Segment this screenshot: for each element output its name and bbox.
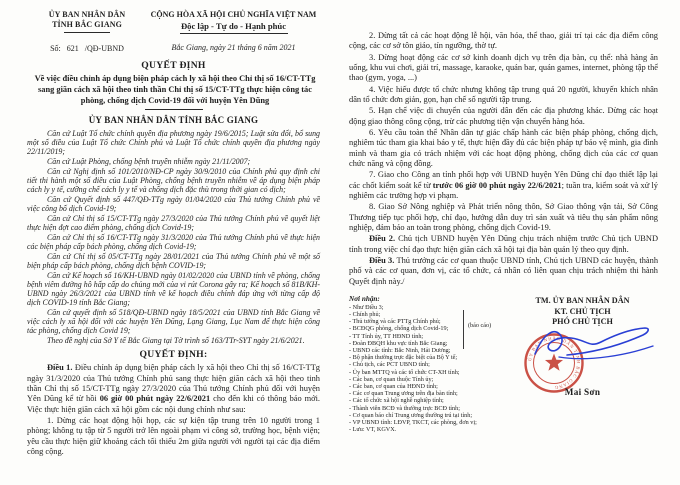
body-paragraph: 5. Hạn chế việc di chuyển của người dân đến các địa phương khác. Dừng các hoạt động giao thông công cộng, trừ các phương tiện vận chuyển hàng hóa.	[349, 106, 658, 126]
handwritten-signature	[529, 324, 657, 364]
recipient-item: - Đoàn ĐBQH khu vực tỉnh Bắc Giang;	[349, 339, 448, 347]
recital-paragraph: Căn cứ Luật Tổ chức chính quyền địa phương ngày 19/6/2015; Luật sửa đổi, bổ sung một số điều của Luật Tổ chức Chính phủ và Luật Tổ chức chính quyền địa phương ngày 22/11/2019;	[27, 129, 320, 157]
signature-block	[507, 295, 658, 433]
svg-text:ỦY BAN NHÂN DÂN TỈNH BẮC GIANG: ỦY BAN NHÂN DÂN TỈNH BẮC GIANG	[527, 335, 582, 390]
signer-name: Mai Sơn	[564, 386, 601, 397]
decision-title: QUYẾT ĐỊNH	[141, 60, 206, 71]
recital-paragraph: Theo đề nghị của Sở Y tế Bắc Giang tại Tờ trình số 163/TTr-SYT ngày 21/6/2021.	[47, 336, 305, 346]
body-paragraph: 3. Dừng hoạt động các cơ sở kinh doanh dịch vụ trên địa bàn, cụ thể: nhà hàng ăn uống, khu vui chơi, giải trí, massage, karaoke, quán bar, quán games, internet, phòng tập thể thao (gym, yoga, ...)	[349, 52, 658, 83]
issuing-org-line2: TỈNH BẮC GIANG	[52, 20, 122, 29]
recipient-item: - Các cơ quan Trung ương trên địa bàn tỉnh;	[349, 390, 458, 398]
recipient-item: - Thủ tướng và các PTTg Chính phủ;	[349, 318, 441, 326]
signature-title-line: KT. CHỦ TỊCH	[554, 306, 611, 316]
subject-underline	[145, 109, 203, 110]
page1-header	[27, 10, 320, 53]
body-paragraph: Điều 1. Điều chỉnh áp dụng biện pháp cách ly xã hội theo Chỉ thị số 16/CT-TTg ngày 31/3/2020 của Thủ tướng Chính phủ sang thực hiện giãn cách xã hội theo tinh thần Chỉ thị số 15/CT-TTg ngày 27/3/2020 của Thủ tướng Chính phủ đối với huyện Yên Dũng kể từ hồi 06 giờ 00 phút ngày 22/6/2021 cho đến khi có thông báo mới. Việc thực hiện giãn cách xã hội gồm các nội dung chính như sau:	[27, 363, 321, 414]
recipient-item: - Các tổ chức xã hội nghề nghiệp tỉnh;	[349, 397, 444, 405]
recipient-item: - Các ban, cơ quan thuộc Tỉnh ủy;	[349, 375, 434, 383]
document-page-2	[340, 0, 680, 485]
recipients-label: Nơi nhận:	[349, 294, 380, 303]
recipient-item: - Ủy ban MTTQ và các tổ chức CT-XH tỉnh;	[349, 368, 460, 376]
recipient-item: - Lưu: VT, KGVX.	[349, 426, 397, 434]
national-motto: Độc lập - Tự do - Hạnh phúc	[180, 20, 287, 31]
place-date-line: Bắc Giang, ngày 21 tháng 6 năm 2021	[171, 42, 296, 52]
body-paragraph: 4. Việc hiếu được tổ chức nhưng không tập trung quá 20 người, khuyến khích nhân dân tổ chức đơn giản, gọn, hạn chế số người tập trung.	[349, 84, 658, 104]
recipient-item: - Cơ quan báo chí Trung ương thường trú tại tỉnh;	[349, 411, 473, 419]
signature-authority-line: TM. ỦY BAN NHÂN DÂN	[535, 295, 630, 305]
recipient-item: - UBND các tỉnh: Bắc Ninh, Hải Dương;	[349, 347, 451, 354]
recipient-item: - Thành viên BCĐ và thường trực BCĐ tỉnh;	[349, 404, 460, 412]
recipient-item: - Chủ tịch, các PCT UBND tỉnh;	[349, 361, 430, 369]
recital-paragraph: Căn cứ Chỉ thị số 16/CT-TTg ngày 31/3/2020 của Thủ tướng Chính phủ về thực hiện các biện pháp cấp bách phòng, chống dịch Covid-19;	[27, 233, 320, 252]
national-header-block	[147, 10, 320, 53]
decision-heading: QUYẾT ĐỊNH:	[139, 349, 208, 361]
recital-paragraph: Căn cứ quyết định số 518/QĐ-UBND ngày 18/5/2021 của UBND tỉnh Bắc Giang về việc cách ly xã hội đối với các huyện Yên Dũng, Lạng Giang, Lục Nam để thực hiện công tác phòng, chống dịch Covid 19;	[27, 308, 320, 336]
body-paragraph: 6. Yêu cầu toàn thể Nhân dân tự giác chấp hành các biện pháp phòng, chống dịch, nghiêm túc tham gia khai báo y tế, thực hiện đầy đủ các biện pháp tự bảo vệ mình, gia đình mình và tham gia có trách nhiệm với các hoạt động phòng, chống dịch của các cơ quan chức năng và cộng đồng.	[349, 127, 658, 168]
recipient-item: - Bộ phận thường trực đặc biệt của Bộ Y tế;	[349, 354, 458, 362]
recitals-list	[27, 129, 320, 345]
document-number: Số: 621 /QĐ-UBND	[50, 44, 124, 53]
national-name: CỘNG HÒA XÃ HỘI CHỦ NGHĨA VIỆT NAM	[150, 10, 317, 19]
recital-paragraph: Căn cứ Quyết định số 447/QĐ-TTg ngày 01/04/2020 của Thủ tướng Chính phủ về việc công bố dịch Covid-19;	[27, 195, 320, 214]
recipient-item: - VP UBND tỉnh: LĐVP, TKCT, các phòng, đơn vị;	[349, 418, 477, 426]
report-note: (báo cáo)	[468, 321, 492, 329]
body-paragraph: 1. Dừng các hoạt động hội họp, các sự kiện tập trung trên 10 người trong 1 phòng; không tụ tập từ 5 người trở lên ngoài phạm vi công sở, trường học, bệnh viện; yêu cầu thực hiện giữ khoảng cách tối thiểu 2m giữa người với người tại các địa điểm công cộng.	[27, 415, 320, 456]
recital-paragraph: Căn cứ Luật Phòng, chống bệnh truyền nhiễm ngày 21/11/2007;	[47, 157, 251, 167]
motto-underline	[180, 33, 288, 34]
decision-subject: Về việc điều chỉnh áp dụng biện pháp cách ly xã hội theo Chỉ thị số 16/CT-TTg sang giãn cách xã hội theo tinh thần Chỉ thị số 15/CT-TTg thực hiện công tác phòng, chống dịch Covid-19 đối với huyện Yên Dũng	[34, 74, 316, 105]
body-paragraph: 8. Giao Sở Nông nghiệp và Phát triển nông thôn, Sở Giao thông vận tải, Sở Công Thương tiếp tục phối hợp, chỉ đạo, hướng dẫn duy trì sản xuất và tiêu thụ sản phẩm nông nghiệp, đảm bảo an toàn trong phòng, chống dịch Covid-19.	[349, 202, 658, 232]
issuing-org-block	[27, 10, 147, 53]
issuing-org-line1: ỦY BAN NHÂN DÂN	[48, 10, 126, 19]
body-paragraph: Điều 2. Chủ tịch UBND huyện Yên Dũng chịu trách nhiệm trước Chủ tịch UBND tỉnh trong việc chỉ đạo thực hiện giãn cách xã hội tại địa bàn quản lý theo quy định.	[349, 234, 658, 254]
recipient-item: - Như Điều 3;	[349, 303, 384, 311]
recital-paragraph: Căn cứ Chỉ thị số 05/CT-TTg ngày 28/01/2021 của Thủ tướng Chính phủ về một số biện pháp cấp bách phòng, chống dịch bệnh COVID-19;	[27, 252, 320, 271]
recipient-item: - TT Tỉnh ủy, TT HĐND tỉnh;	[349, 332, 424, 340]
page2-footer	[349, 295, 658, 433]
recital-paragraph: Căn cứ Kế hoạch số 16/KH-UBND ngày 01/02/2020 của UBND tỉnh về phòng, chống bệnh viêm đường hô hấp cấp do chủng mới của vi rút Corona gây ra; Kế hoạch số 81B/KH-UBND ngày 26/3/2021 của UBND tỉnh về kế hoạch điều chỉnh đáp ứng với từng cấp độ dịch COVID-19 tỉnh Bắc Giang;	[27, 271, 320, 308]
recipient-item: - BCĐQG phòng, chống dịch Covid-19;	[349, 325, 449, 333]
body-paragraph: 7. Giao cho Công an tỉnh phối hợp với UBND huyện Yên Dũng chỉ đạo thiết lập lại các chốt kiểm soát kể từ trước 06 giờ 00 phút ngày 22/6/2021; tuần tra, kiểm soát và xử lý nghiêm các trường hợp vi phạm.	[349, 170, 658, 200]
recital-paragraph: Căn cứ Chỉ thị số 15/CT-TTg ngày 27/3/2020 của Thủ tướng Chính phủ về quyết liệt thực hiện đợt cao điểm phòng, chống dịch Covid-19;	[27, 214, 320, 233]
authority-heading: ỦY BAN NHÂN DÂN TỈNH BẮC GIANG	[88, 115, 259, 126]
org-underline	[64, 32, 110, 33]
recipient-item: - Các ban, cơ quan của HĐND tỉnh;	[349, 382, 438, 390]
recital-paragraph: Căn cứ Nghị định số 101/2010/NĐ-CP ngày 30/9/2010 của Chính phủ quy định chi tiết thi hành một số điều của Luật Phòng, chống bệnh truyền nhiễm về áp dụng biện pháp cách ly y tế, cưỡng chế cách ly y tế và chống dịch đặc thù trong thời gian có dịch;	[27, 167, 320, 195]
page2-body	[349, 31, 658, 287]
recipients-block	[349, 295, 507, 433]
report-brace-line	[463, 310, 464, 349]
signature-position-line: PHÓ CHỦ TỊCH	[552, 317, 613, 327]
body-paragraph: 2. Dừng tất cả các hoạt động lễ hội, văn hóa, thể thao, giải trí tại các địa điểm công cộng, các cơ sở tôn giáo, tín ngưỡng, thờ tự.	[349, 31, 658, 51]
page1-body	[27, 363, 320, 457]
body-paragraph: Điều 3. Thủ trưởng các cơ quan thuộc UBND tỉnh, Chủ tịch UBND các huyện, thành phố và các cơ quan, đơn vị, các tổ chức, cá nhân có liên quan chịu trách nhiệm thi hành Quyết định này./	[349, 255, 659, 286]
recipient-item: - Chính phủ;	[349, 311, 381, 319]
